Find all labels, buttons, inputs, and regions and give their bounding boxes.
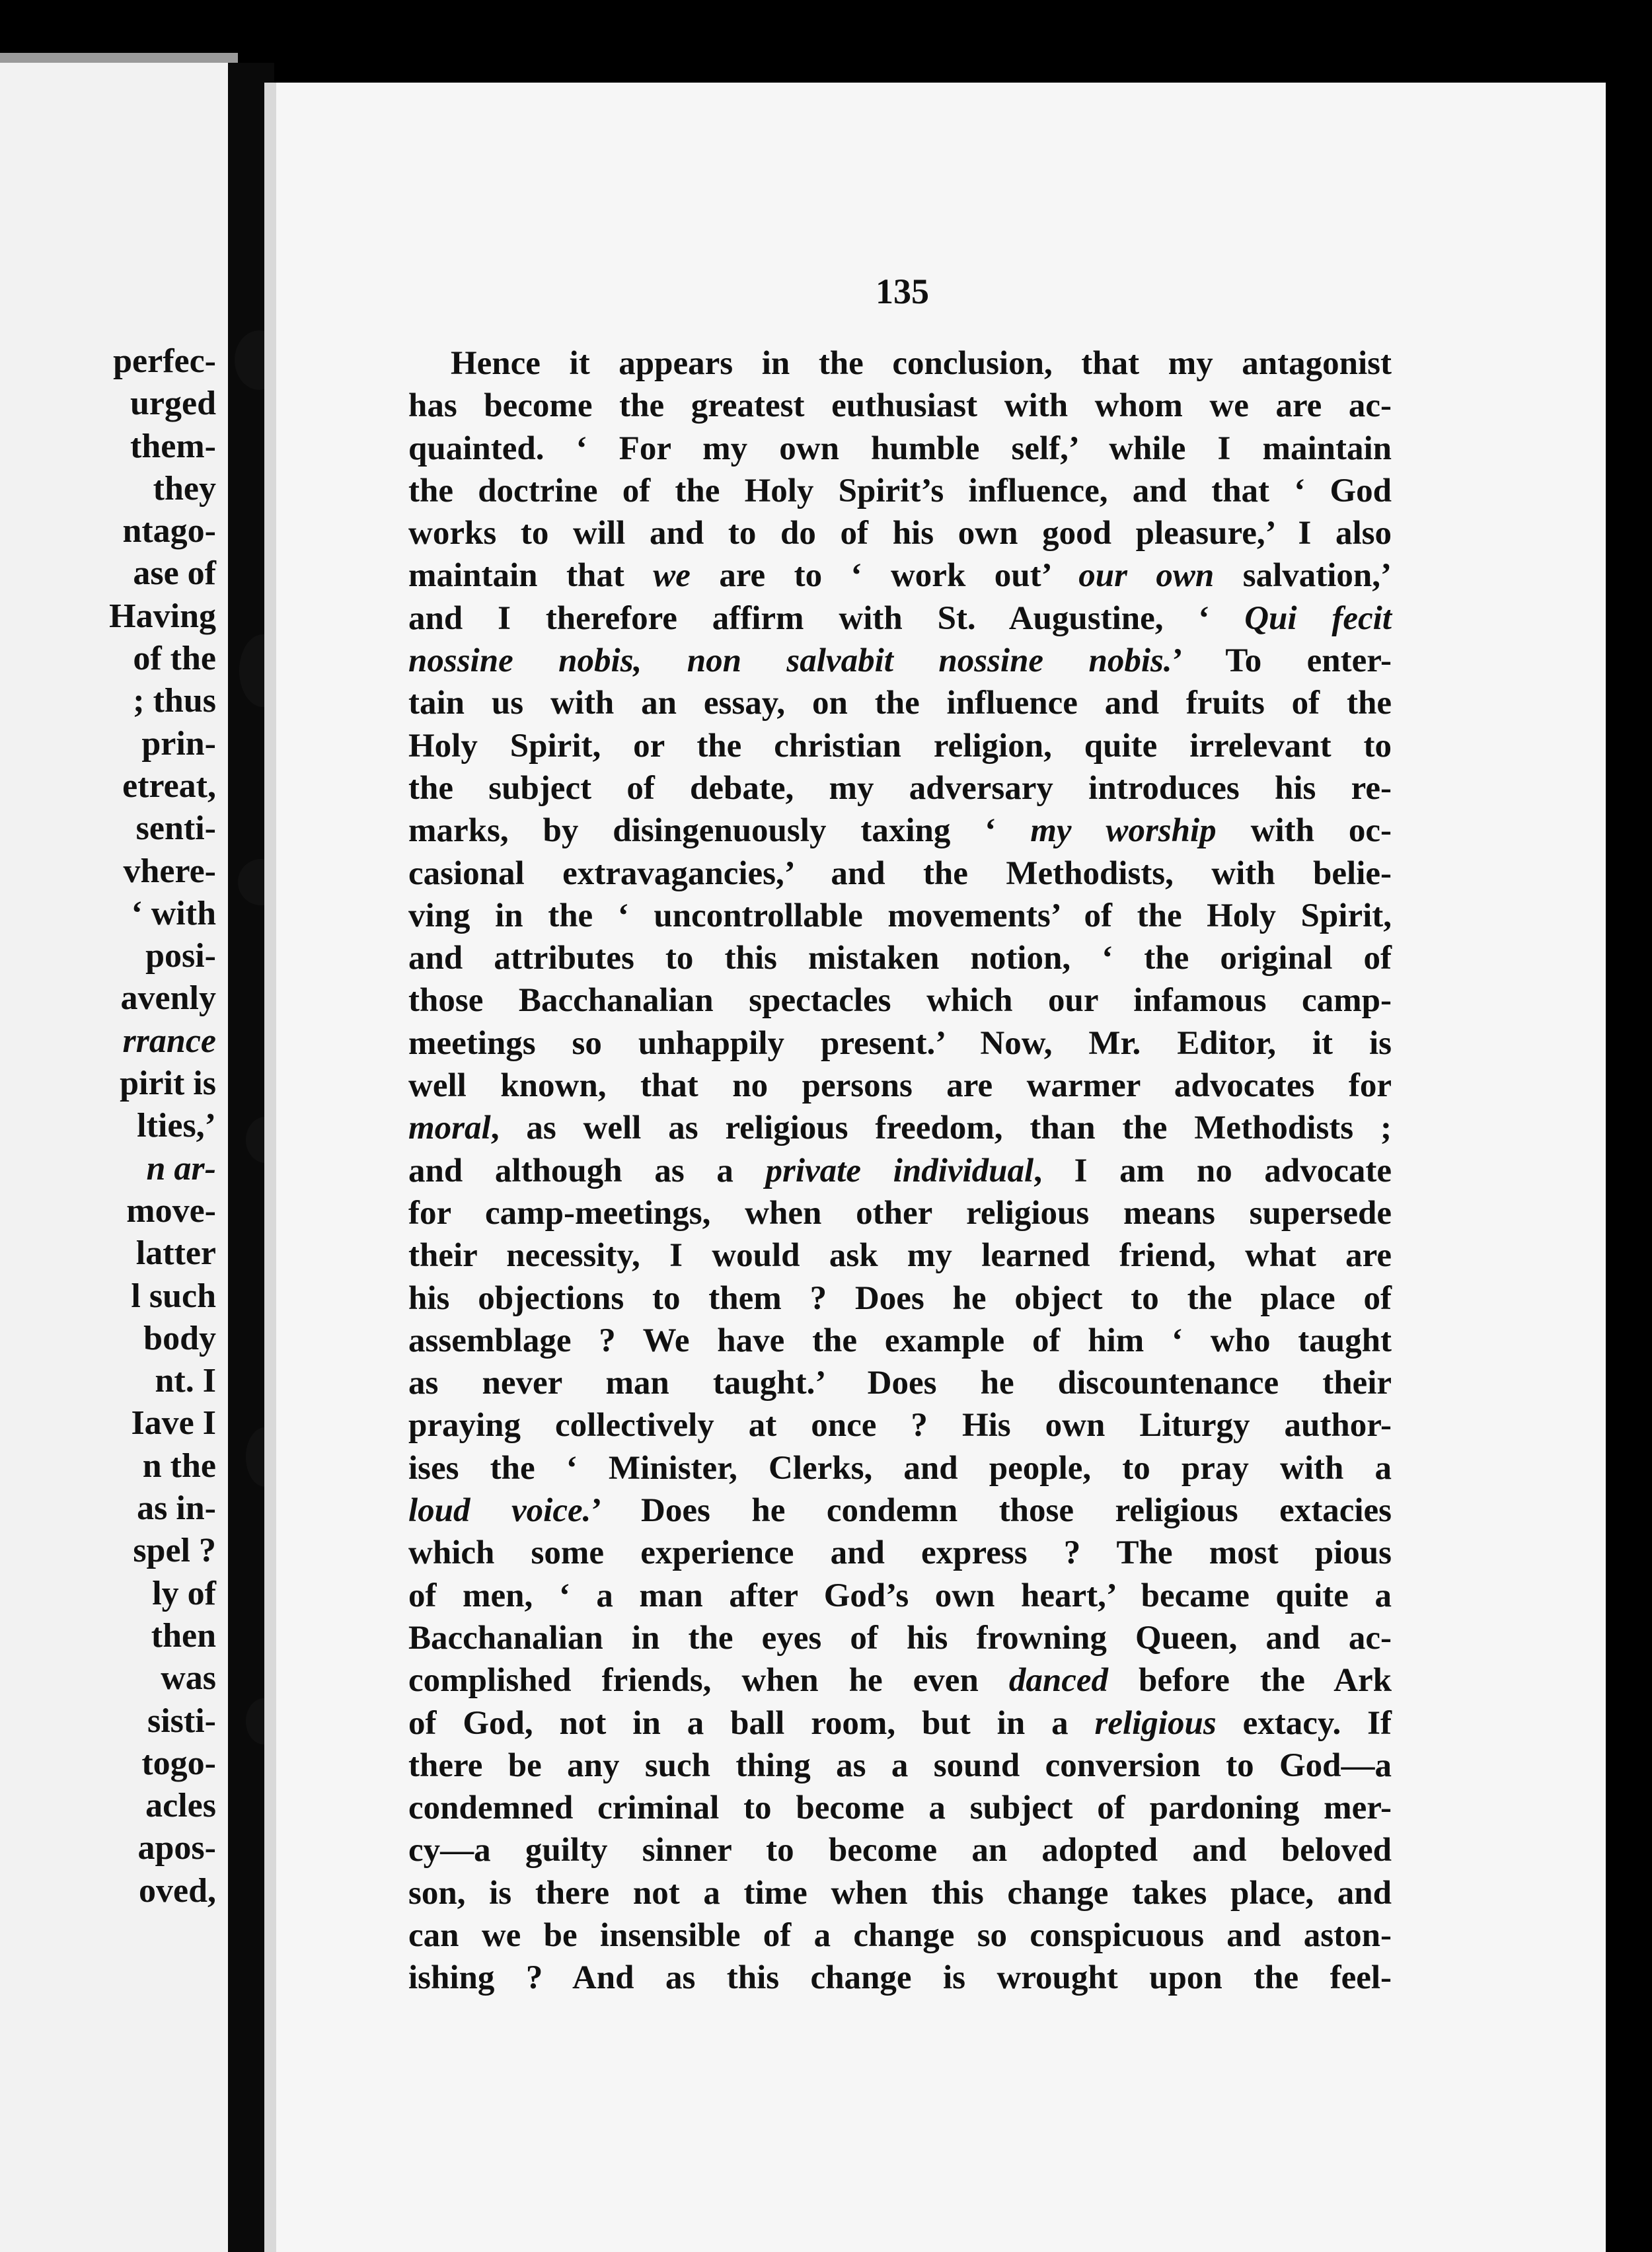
left-page-line: perfec- (113, 342, 216, 380)
text-line: tain us with an essay, on the influence and fruits of the (408, 685, 1392, 722)
text-line: marks, by disingenuously taxing ‘ my worship with oc- (408, 812, 1392, 850)
body-text (408, 342, 1392, 2000)
text-line: works to will and to do of his own good pleasure,’ I also (408, 515, 1392, 552)
text-line: the subject of debate, my adversary introduces his re- (408, 769, 1392, 807)
text-line: the doctrine of the Holy Spirit’s influence, and that ‘ God (408, 472, 1392, 509)
left-page-line: avenly (120, 979, 216, 1018)
text-line: assemblage ? We have the example of him ‘ who taught (408, 1322, 1392, 1359)
left-page-line: etreat, (122, 767, 216, 805)
text-line: and attributes to this mistaken notion, ‘ the original of (408, 940, 1392, 977)
left-page-line: them- (130, 427, 216, 465)
text-line: there be any such thing as a sound conversion to God—a (408, 1746, 1392, 1784)
left-page-line: as in- (137, 1489, 216, 1528)
left-page-line: sisti- (147, 1702, 216, 1740)
left-page-line: was (161, 1659, 216, 1698)
left-page-text (109, 340, 216, 1912)
left-page-line: nt. I (155, 1362, 216, 1400)
italic-text: we (653, 557, 691, 595)
text-line: of men, ‘ a man after God’s own heart,’ became quite a (408, 1577, 1392, 1614)
text-line: their necessity, I would ask my learned friend, what are (408, 1237, 1392, 1275)
italic-text: nossine nobis, non salvabit nossine nobis. (408, 642, 1172, 680)
italic-text: moral (408, 1109, 491, 1147)
left-page-line: they (153, 469, 216, 507)
text-line: nossine nobis, non salvabit nossine nobis.’ To enter- (408, 642, 1392, 680)
italic-text: private individual (765, 1152, 1034, 1189)
left-page-line: ‘ with (131, 894, 216, 932)
italic-text: my worship (1030, 812, 1217, 850)
text-line: casional extravagancies,’ and the Methodists, with belie- (408, 854, 1392, 892)
text-line: well known, that no persons are warmer advocates for (408, 1067, 1392, 1105)
left-page-line: ly of (152, 1574, 216, 1612)
text-line: cy—a guilty sinner to become an adopted and beloved (408, 1832, 1392, 1869)
left-page-line: body (143, 1319, 216, 1357)
text-line: son, is there not a time when this change takes place, and (408, 1874, 1392, 1912)
left-page-line: then (151, 1616, 216, 1655)
text-line: ving in the ‘ uncontrollable movements’ of the Holy Spirit, (408, 897, 1392, 934)
text-line: and I therefore affirm with St. Augustine, ‘ Qui fecit (408, 599, 1392, 637)
text-line: Bacchanalian in the eyes of his frowning Queen, and ac- (408, 1619, 1392, 1657)
italic-text: danced (1008, 1662, 1108, 1700)
text-line: maintain that we are to ‘ work out’ our own salvation,’ (408, 557, 1392, 595)
left-page-line: spel ? (133, 1532, 216, 1570)
left-page-line: apos- (137, 1829, 216, 1867)
italic-text: religious (1094, 1704, 1217, 1742)
text-line: ishing ? And as this change is wrought upon the feel- (408, 1959, 1392, 1997)
italic-text: our own (1078, 557, 1215, 595)
text-line: Hence it appears in the conclusion, that my antagonist (451, 345, 1392, 382)
left-page-line: Iave I (131, 1404, 216, 1443)
left-page (0, 63, 228, 2252)
left-page-line: pirit is (120, 1065, 216, 1103)
left-page-line: ; thus (133, 682, 216, 720)
left-page-line: oved, (139, 1871, 216, 1910)
right-page-edge (264, 83, 276, 2252)
left-page-line: posi- (145, 937, 216, 975)
text-line: and although as a private individual, I am no advocate (408, 1152, 1392, 1189)
left-page-line: l such (131, 1277, 216, 1315)
left-page-line: n ar- (146, 1149, 216, 1187)
left-page-line: move- (126, 1191, 216, 1230)
italic-text: loud voice. (408, 1492, 591, 1530)
text-line: condemned criminal to become a subject of pardoning mer- (408, 1789, 1392, 1827)
left-page-line: senti- (135, 809, 216, 848)
text-line: moral, as well as religious freedom, than the Methodists ; (408, 1109, 1392, 1147)
text-line: which some experience and express ? The most pious (408, 1534, 1392, 1572)
text-line: Holy Spirit, or the christian religion, quite irrelevant to (408, 727, 1392, 765)
left-page-line: latter (135, 1234, 216, 1273)
text-line: those Bacchanalian spectacles which our infamous camp- (408, 982, 1392, 1020)
left-page-line: ntago- (122, 512, 216, 550)
left-page-line: ase of (133, 554, 216, 593)
text-line: has become the greatest euthusiast with whom we are ac- (408, 387, 1392, 425)
text-line: ises the ‘ Minister, Clerks, and people, to pray with a (408, 1449, 1392, 1487)
left-page-line: rrance (122, 1022, 216, 1060)
left-page-line: lties,’ (137, 1107, 216, 1145)
left-page-line: acles (145, 1787, 216, 1825)
text-line: of God, not in a ball room, but in a religious extacy. If (408, 1704, 1392, 1742)
text-line: quainted. ‘ For my own humble self,’ while I maintain (408, 430, 1392, 467)
text-line: for camp-meetings, when other religious means supersede (408, 1194, 1392, 1232)
italic-text: Qui fecit (1244, 599, 1392, 637)
left-page-line: of the (133, 640, 216, 678)
text-line: meetings so unhappily present.’ Now, Mr. Editor, it is (408, 1024, 1392, 1062)
text-line: loud voice.’ Does he condemn those religious extacies (408, 1492, 1392, 1530)
text-line: his objections to them ? Does he object to the place of (408, 1279, 1392, 1317)
text-line: complished friends, when he even danced before the Ark (408, 1662, 1392, 1700)
left-page-line: n the (142, 1446, 216, 1485)
page-number: 135 (876, 272, 929, 311)
left-page-line: Having (109, 597, 216, 635)
text-line: can we be insensible of a change so conspicuous and aston- (408, 1916, 1392, 1954)
left-page-line: prin- (141, 724, 216, 763)
left-page-line: togo- (141, 1744, 216, 1782)
text-line: as never man taught.’ Does he discountenance their (408, 1365, 1392, 1402)
text-line: praying collectively at once ? His own Liturgy author- (408, 1407, 1392, 1445)
left-page-line: urged (130, 385, 216, 423)
left-page-line: vhere- (123, 852, 216, 890)
